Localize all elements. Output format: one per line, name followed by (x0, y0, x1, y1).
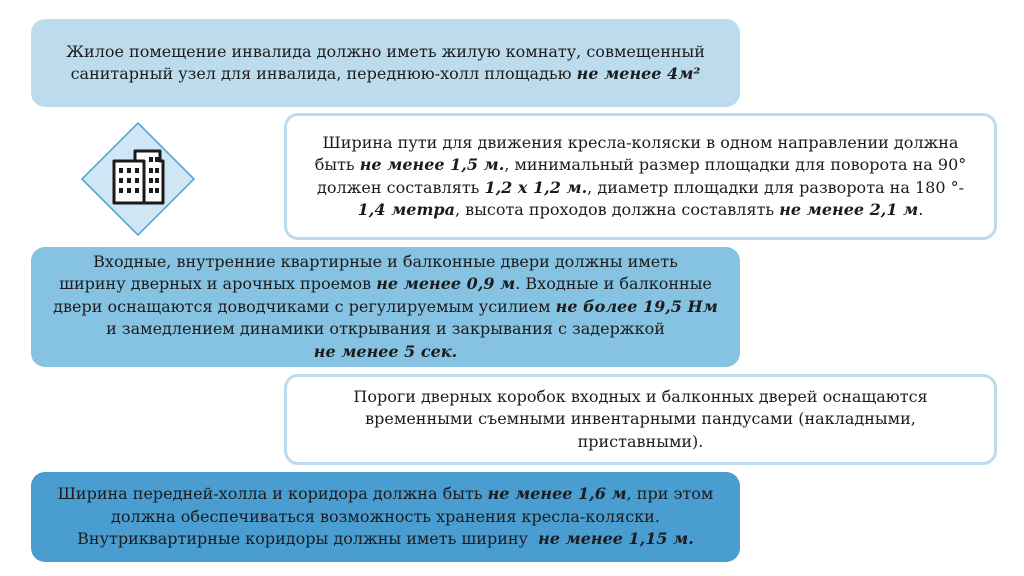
text-line: , минимальный размер площадки для поворота на 90° (504, 155, 967, 174)
text-line: должен составлять (317, 177, 485, 197)
text-line: санитарный узел для инвалида, переднюю-холл площадью (70, 64, 577, 83)
highlight-value: не менее 0,9 м (376, 274, 516, 294)
text-line: быть (314, 155, 360, 174)
info-block-corridors (31, 472, 740, 562)
highlight-value: 1,4 метра (357, 200, 455, 219)
text-line: и замедлением динамики открывания и закрывания с задержкой (106, 319, 665, 339)
info-block-text (353, 386, 927, 454)
text-line: . (918, 200, 924, 219)
text-line: . Входные и балконные (515, 274, 712, 294)
info-block-text (301, 132, 981, 222)
text-line: Ширина пути для движения кресла-коляски в одном направлении должна (322, 132, 959, 152)
info-block-text (66, 41, 705, 86)
info-block-living-space (31, 19, 740, 107)
highlight-value: не менее 1,6 м (487, 484, 627, 504)
highlight-value: не менее 1,15 м. (538, 529, 694, 549)
highlight-value: 1,2 х 1,2 м. (484, 177, 588, 197)
text-line: , диаметр площадки для разворота на 180 °- (587, 177, 964, 197)
highlight-value: не менее 2,1 м (779, 200, 919, 219)
info-block-doors (31, 247, 740, 367)
text-line: , при этом (626, 484, 714, 504)
buildings-icon (80, 121, 196, 237)
highlight-value: не более 19,5 Нм (555, 296, 718, 316)
text-line: ширину дверных и арочных проемов (59, 274, 377, 294)
text-line: Входные, внутренние квартирные и балконные двери должны иметь (93, 251, 678, 271)
text-line: временными съемными инвентарными пандусами (накладными, (365, 409, 916, 429)
text-line: Ширина передней-холла и коридора должна быть (57, 484, 488, 504)
text-line: , высота проходов должна составлять (454, 200, 780, 219)
info-block-thresholds (284, 374, 997, 465)
highlight-value: не менее 5 сек. (313, 341, 458, 361)
text-line: должна обеспечиваться возможность хранения кресла-коляски. (111, 506, 660, 526)
text-line: приставными). (577, 431, 704, 451)
info-block-text (53, 251, 718, 364)
info-block-wheelchair-path (284, 113, 997, 240)
highlight-value: не менее 1,5 м. (359, 155, 505, 174)
info-block-text (58, 483, 714, 551)
text-line: Жилое помещение инвалида должно иметь жилую комнату, совмещенный (66, 41, 705, 61)
text-line: двери оснащаются доводчиками с регулируемым усилием (53, 296, 556, 316)
text-line: Внутриквартирные коридоры должны иметь ширину (77, 529, 539, 549)
highlight-value: не менее 4м² (576, 64, 701, 83)
text-line: Пороги дверных коробок входных и балконных дверей оснащаются (353, 386, 928, 406)
